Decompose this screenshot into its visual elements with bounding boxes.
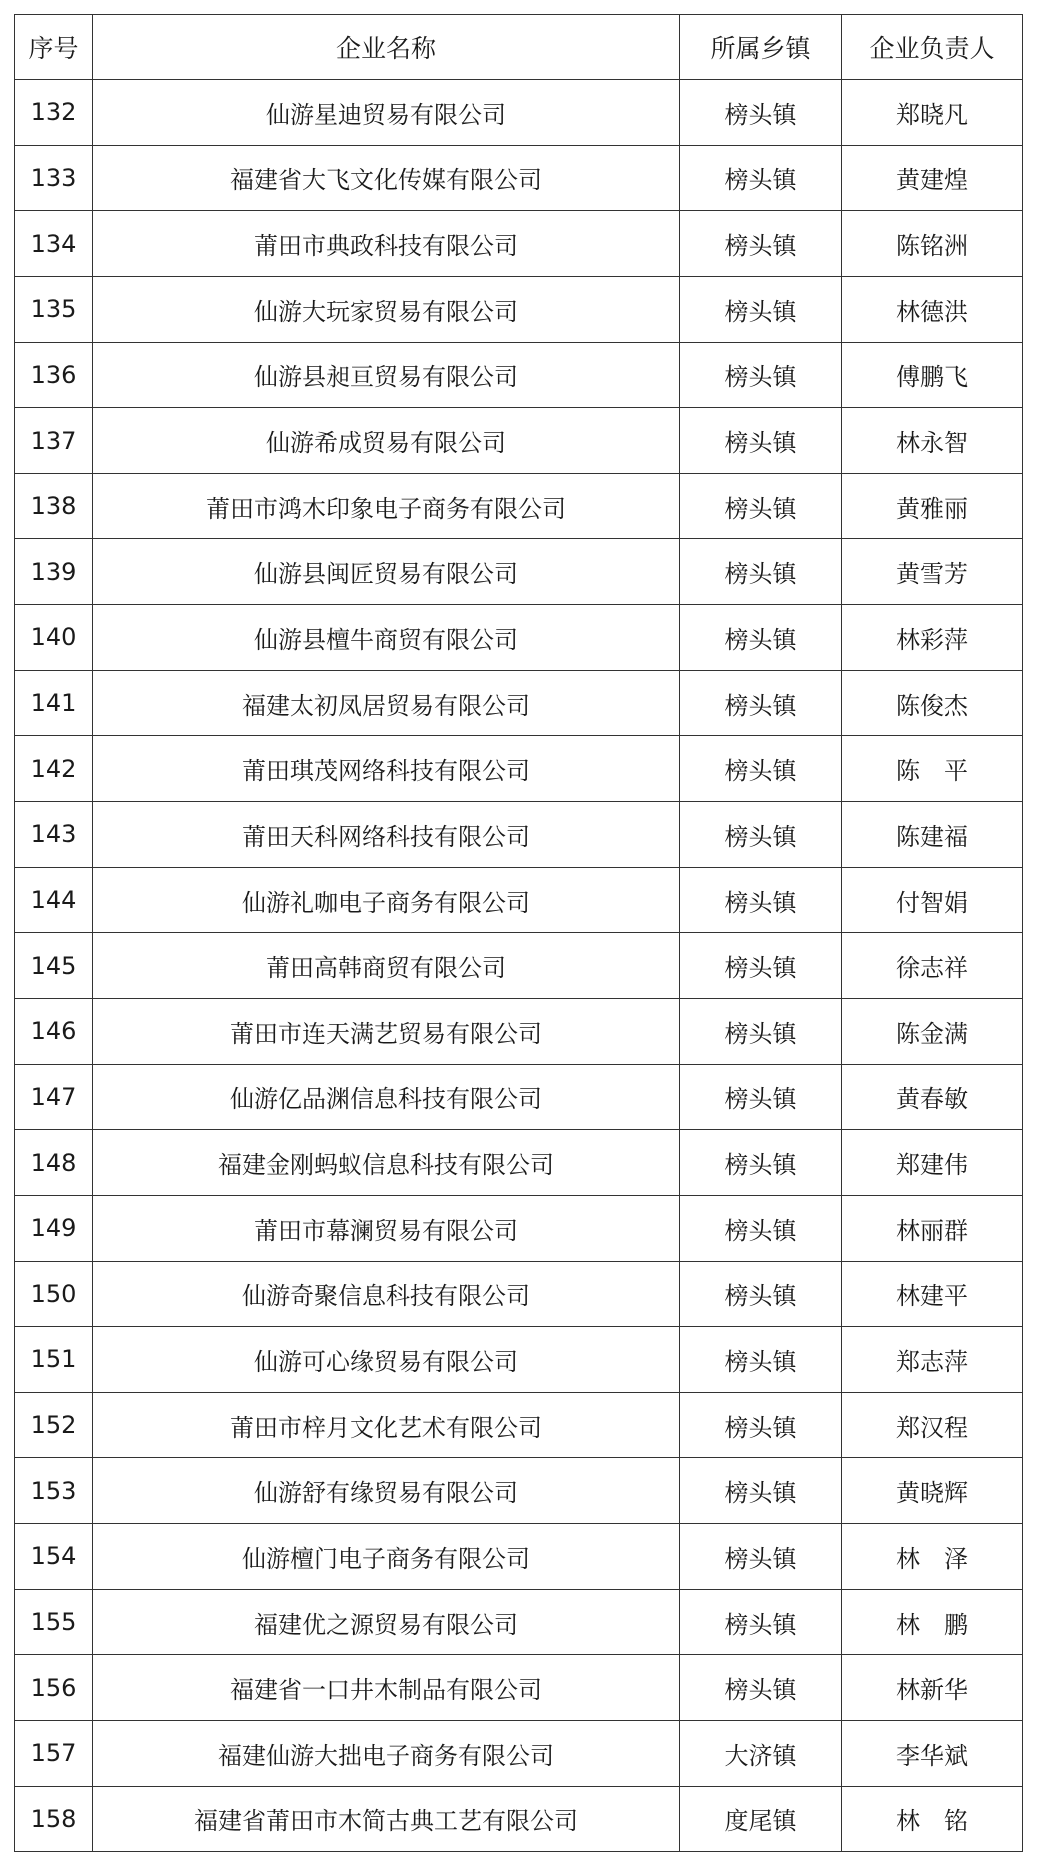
cell-serial-number: 141 <box>15 670 93 736</box>
cell-serial-number: 146 <box>15 998 93 1064</box>
cell-serial-number: 155 <box>15 1589 93 1655</box>
table-row <box>15 867 1023 933</box>
cell-township: 榜头镇 <box>680 1589 842 1655</box>
table-row <box>15 1392 1023 1458</box>
cell-township: 榜头镇 <box>680 211 842 277</box>
cell-person-in-charge: 林丽群 <box>842 1195 1023 1261</box>
cell-enterprise-name: 仙游星迪贸易有限公司 <box>93 80 680 146</box>
cell-township: 榜头镇 <box>680 1261 842 1327</box>
cell-person-in-charge: 陈建福 <box>842 802 1023 868</box>
cell-enterprise-name: 福建省莆田市木简古典工艺有限公司 <box>93 1786 680 1852</box>
cell-serial-number: 148 <box>15 1130 93 1196</box>
cell-serial-number: 144 <box>15 867 93 933</box>
cell-serial-number: 152 <box>15 1392 93 1458</box>
cell-township: 榜头镇 <box>680 802 842 868</box>
cell-township: 榜头镇 <box>680 998 842 1064</box>
table-row <box>15 1589 1023 1655</box>
table-row <box>15 1786 1023 1852</box>
table-row <box>15 605 1023 671</box>
cell-person-in-charge: 林永智 <box>842 408 1023 474</box>
cell-enterprise-name: 莆田天科网络科技有限公司 <box>93 802 680 868</box>
table-row <box>15 1064 1023 1130</box>
cell-serial-number: 151 <box>15 1327 93 1393</box>
table-row <box>15 736 1023 802</box>
table-row <box>15 1721 1023 1787</box>
table-row <box>15 539 1023 605</box>
cell-enterprise-name: 莆田琪茂网络科技有限公司 <box>93 736 680 802</box>
cell-person-in-charge: 陈金满 <box>842 998 1023 1064</box>
cell-person-in-charge: 郑志萍 <box>842 1327 1023 1393</box>
cell-township: 榜头镇 <box>680 1524 842 1590</box>
cell-enterprise-name: 仙游舒有缘贸易有限公司 <box>93 1458 680 1524</box>
header-row <box>15 15 1023 80</box>
cell-serial-number: 137 <box>15 408 93 474</box>
cell-person-in-charge: 陈 平 <box>842 736 1023 802</box>
cell-serial-number: 150 <box>15 1261 93 1327</box>
cell-enterprise-name: 仙游礼咖电子商务有限公司 <box>93 867 680 933</box>
cell-serial-number: 143 <box>15 802 93 868</box>
cell-serial-number: 133 <box>15 145 93 211</box>
cell-enterprise-name: 仙游可心缘贸易有限公司 <box>93 1327 680 1393</box>
cell-person-in-charge: 傅鹏飞 <box>842 342 1023 408</box>
cell-serial-number: 147 <box>15 1064 93 1130</box>
cell-person-in-charge: 李华斌 <box>842 1721 1023 1787</box>
cell-person-in-charge: 付智娟 <box>842 867 1023 933</box>
cell-township: 榜头镇 <box>680 1195 842 1261</box>
table-row <box>15 670 1023 736</box>
header-township: 所属乡镇 <box>680 15 842 80</box>
cell-township: 榜头镇 <box>680 473 842 539</box>
cell-person-in-charge: 郑汉程 <box>842 1392 1023 1458</box>
cell-serial-number: 145 <box>15 933 93 999</box>
cell-enterprise-name: 仙游县昶亘贸易有限公司 <box>93 342 680 408</box>
cell-enterprise-name: 仙游县闽匠贸易有限公司 <box>93 539 680 605</box>
cell-person-in-charge: 黄春敏 <box>842 1064 1023 1130</box>
cell-enterprise-name: 莆田市典政科技有限公司 <box>93 211 680 277</box>
cell-township: 榜头镇 <box>680 1064 842 1130</box>
cell-township: 榜头镇 <box>680 933 842 999</box>
cell-enterprise-name: 莆田市连天满艺贸易有限公司 <box>93 998 680 1064</box>
cell-serial-number: 158 <box>15 1786 93 1852</box>
cell-enterprise-name: 仙游大玩家贸易有限公司 <box>93 276 680 342</box>
table-row <box>15 802 1023 868</box>
cell-township: 榜头镇 <box>680 539 842 605</box>
cell-enterprise-name: 福建太初凤居贸易有限公司 <box>93 670 680 736</box>
table-row <box>15 342 1023 408</box>
cell-township: 榜头镇 <box>680 342 842 408</box>
cell-enterprise-name: 福建省大飞文化传媒有限公司 <box>93 145 680 211</box>
cell-serial-number: 135 <box>15 276 93 342</box>
header-enterprise-name: 企业名称 <box>93 15 680 80</box>
table-row <box>15 473 1023 539</box>
cell-enterprise-name: 莆田高韩商贸有限公司 <box>93 933 680 999</box>
cell-serial-number: 136 <box>15 342 93 408</box>
cell-township: 榜头镇 <box>680 867 842 933</box>
cell-person-in-charge: 林建平 <box>842 1261 1023 1327</box>
cell-person-in-charge: 林 铭 <box>842 1786 1023 1852</box>
cell-enterprise-name: 仙游檀门电子商务有限公司 <box>93 1524 680 1590</box>
table-row <box>15 933 1023 999</box>
table-row <box>15 1458 1023 1524</box>
cell-enterprise-name: 福建金刚蚂蚁信息科技有限公司 <box>93 1130 680 1196</box>
cell-township: 度尾镇 <box>680 1786 842 1852</box>
cell-township: 榜头镇 <box>680 1458 842 1524</box>
cell-person-in-charge: 林 鹏 <box>842 1589 1023 1655</box>
cell-person-in-charge: 徐志祥 <box>842 933 1023 999</box>
cell-person-in-charge: 林 泽 <box>842 1524 1023 1590</box>
table-row <box>15 1195 1023 1261</box>
cell-enterprise-name: 仙游亿品渊信息科技有限公司 <box>93 1064 680 1130</box>
table-row <box>15 211 1023 277</box>
table-header <box>15 15 1023 80</box>
cell-person-in-charge: 黄晓辉 <box>842 1458 1023 1524</box>
cell-enterprise-name: 福建仙游大拙电子商务有限公司 <box>93 1721 680 1787</box>
cell-serial-number: 156 <box>15 1655 93 1721</box>
cell-serial-number: 138 <box>15 473 93 539</box>
cell-township: 榜头镇 <box>680 276 842 342</box>
table-body <box>15 80 1023 1852</box>
cell-enterprise-name: 莆田市幕澜贸易有限公司 <box>93 1195 680 1261</box>
table-row <box>15 1524 1023 1590</box>
cell-enterprise-name: 仙游希成贸易有限公司 <box>93 408 680 474</box>
cell-township: 榜头镇 <box>680 1327 842 1393</box>
cell-person-in-charge: 陈俊杰 <box>842 670 1023 736</box>
table-row <box>15 408 1023 474</box>
cell-person-in-charge: 林彩萍 <box>842 605 1023 671</box>
cell-person-in-charge: 林德洪 <box>842 276 1023 342</box>
cell-enterprise-name: 福建省一口井木制品有限公司 <box>93 1655 680 1721</box>
cell-serial-number: 134 <box>15 211 93 277</box>
cell-township: 榜头镇 <box>680 1130 842 1196</box>
cell-serial-number: 153 <box>15 1458 93 1524</box>
table-row <box>15 998 1023 1064</box>
cell-person-in-charge: 林新华 <box>842 1655 1023 1721</box>
cell-person-in-charge: 黄雅丽 <box>842 473 1023 539</box>
cell-serial-number: 132 <box>15 80 93 146</box>
cell-township: 榜头镇 <box>680 605 842 671</box>
header-person-in-charge: 企业负责人 <box>842 15 1023 80</box>
table-row <box>15 80 1023 146</box>
cell-township: 榜头镇 <box>680 670 842 736</box>
table-row <box>15 1130 1023 1196</box>
cell-township: 榜头镇 <box>680 1392 842 1458</box>
table-row <box>15 1327 1023 1393</box>
cell-serial-number: 139 <box>15 539 93 605</box>
cell-serial-number: 142 <box>15 736 93 802</box>
cell-township: 榜头镇 <box>680 1655 842 1721</box>
table-row <box>15 145 1023 211</box>
cell-person-in-charge: 黄雪芳 <box>842 539 1023 605</box>
cell-serial-number: 149 <box>15 1195 93 1261</box>
cell-enterprise-name: 莆田市鸿木印象电子商务有限公司 <box>93 473 680 539</box>
cell-person-in-charge: 陈铭洲 <box>842 211 1023 277</box>
cell-serial-number: 157 <box>15 1721 93 1787</box>
cell-township: 榜头镇 <box>680 80 842 146</box>
table-row <box>15 1261 1023 1327</box>
cell-enterprise-name: 莆田市梓月文化艺术有限公司 <box>93 1392 680 1458</box>
table-row <box>15 1655 1023 1721</box>
cell-township: 榜头镇 <box>680 145 842 211</box>
cell-township: 大济镇 <box>680 1721 842 1787</box>
cell-township: 榜头镇 <box>680 736 842 802</box>
table-row <box>15 276 1023 342</box>
enterprise-table <box>14 14 1023 1852</box>
cell-enterprise-name: 仙游奇聚信息科技有限公司 <box>93 1261 680 1327</box>
cell-serial-number: 154 <box>15 1524 93 1590</box>
cell-township: 榜头镇 <box>680 408 842 474</box>
cell-person-in-charge: 黄建煌 <box>842 145 1023 211</box>
cell-enterprise-name: 仙游县檀牛商贸有限公司 <box>93 605 680 671</box>
cell-person-in-charge: 郑建伟 <box>842 1130 1023 1196</box>
cell-enterprise-name: 福建优之源贸易有限公司 <box>93 1589 680 1655</box>
cell-person-in-charge: 郑晓凡 <box>842 80 1023 146</box>
header-serial-number: 序号 <box>15 15 93 80</box>
cell-serial-number: 140 <box>15 605 93 671</box>
